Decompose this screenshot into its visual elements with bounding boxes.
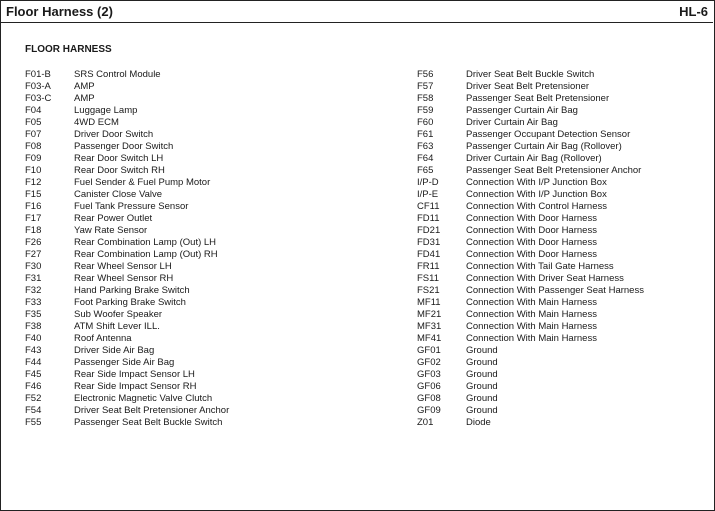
connector-description: Rear Combination Lamp (Out) LH bbox=[74, 237, 217, 248]
connector-code: F10 bbox=[25, 165, 42, 176]
connector-code: F03-C bbox=[25, 93, 52, 104]
connector-description: Connection With Main Harness bbox=[466, 321, 597, 332]
connector-description: Foot Parking Brake Switch bbox=[74, 297, 186, 308]
connector-code: GF08 bbox=[417, 393, 441, 404]
connector-description: Passenger Door Switch bbox=[74, 141, 174, 152]
connector-code: FR11 bbox=[417, 261, 440, 272]
connector-description: Rear Wheel Sensor RH bbox=[74, 273, 174, 284]
connector-description: SRS Control Module bbox=[74, 69, 161, 80]
connector-code: F09 bbox=[25, 153, 42, 164]
connector-code: FS11 bbox=[417, 273, 440, 284]
connector-description: AMP bbox=[74, 93, 95, 104]
connector-description: Connection With I/P Junction Box bbox=[466, 189, 607, 200]
connector-code: CF11 bbox=[417, 201, 440, 212]
connector-description: Ground bbox=[466, 357, 498, 368]
connector-description: Rear Door Switch RH bbox=[74, 165, 165, 176]
connector-code: FD31 bbox=[417, 237, 441, 248]
connector-description: 4WD ECM bbox=[74, 117, 119, 128]
connector-description: Ground bbox=[466, 393, 498, 404]
connector-description: Passenger Side Air Bag bbox=[74, 357, 175, 368]
connector-description: Connection With Main Harness bbox=[466, 309, 597, 320]
connector-code: F65 bbox=[417, 165, 434, 176]
connector-code: F03-A bbox=[25, 81, 51, 92]
connector-code: F07 bbox=[25, 129, 42, 140]
connector-code: MF41 bbox=[417, 333, 442, 344]
connector-code: MF11 bbox=[417, 297, 441, 308]
connector-code: F12 bbox=[25, 177, 42, 188]
connector-description: Electronic Magnetic Valve Clutch bbox=[74, 393, 213, 404]
connector-code: F54 bbox=[25, 405, 42, 416]
connector-description: Connection With Main Harness bbox=[466, 333, 597, 344]
connector-code: F52 bbox=[25, 393, 42, 404]
connector-description: Rear Door Switch LH bbox=[74, 153, 164, 164]
connector-description: Passenger Curtain Air Bag (Rollover) bbox=[466, 141, 622, 152]
connector-code: F45 bbox=[25, 369, 42, 380]
connector-code: F61 bbox=[417, 129, 434, 140]
connector-code: F33 bbox=[25, 297, 42, 308]
connector-description: Yaw Rate Sensor bbox=[74, 225, 148, 236]
connector-code: F57 bbox=[417, 81, 434, 92]
connector-code: FD41 bbox=[417, 249, 441, 260]
connector-description: ATM Shift Lever ILL. bbox=[74, 321, 160, 332]
connector-description: Ground bbox=[466, 381, 498, 392]
connector-code: F59 bbox=[417, 105, 434, 116]
connector-description: Driver Side Air Bag bbox=[74, 345, 155, 356]
connector-code: Z01 bbox=[417, 417, 434, 428]
connector-description: Luggage Lamp bbox=[74, 105, 138, 116]
connector-description: Driver Curtain Air Bag bbox=[466, 117, 558, 128]
connector-code: MF31 bbox=[417, 321, 442, 332]
connector-description: Connection With Door Harness bbox=[466, 237, 597, 248]
connector-code: F46 bbox=[25, 381, 42, 392]
connector-code: GF09 bbox=[417, 405, 441, 416]
connector-code: F31 bbox=[25, 273, 42, 284]
connector-code: F64 bbox=[417, 153, 434, 164]
connector-description: Rear Side Impact Sensor RH bbox=[74, 381, 197, 392]
connector-description: Canister Close Valve bbox=[74, 189, 163, 200]
section-title: FLOOR HARNESS bbox=[25, 44, 112, 55]
connector-description: Passenger Seat Belt Pretensioner Anchor bbox=[466, 165, 642, 176]
connector-code: GF06 bbox=[417, 381, 441, 392]
connector-description: Driver Seat Belt Buckle Switch bbox=[466, 69, 595, 80]
connector-code: FD11 bbox=[417, 213, 440, 224]
connector-description: Rear Wheel Sensor LH bbox=[74, 261, 172, 272]
connector-description: Driver Door Switch bbox=[74, 129, 154, 140]
connector-description: Ground bbox=[466, 345, 498, 356]
connector-code: F26 bbox=[25, 237, 42, 248]
connector-code: F63 bbox=[417, 141, 434, 152]
connector-description: Ground bbox=[466, 369, 498, 380]
connector-code: F35 bbox=[25, 309, 42, 320]
connector-description: Connection With Passenger Seat Harness bbox=[466, 285, 644, 296]
connector-description: Rear Side Impact Sensor LH bbox=[74, 369, 195, 380]
connector-description: Passenger Seat Belt Pretensioner bbox=[466, 93, 610, 104]
connector-code: F01-B bbox=[25, 69, 51, 80]
connector-description: Driver Seat Belt Pretensioner Anchor bbox=[74, 405, 230, 416]
connector-description: Passenger Curtain Air Bag bbox=[466, 105, 578, 116]
connector-description: Fuel Sender & Fuel Pump Motor bbox=[74, 177, 211, 188]
connector-description: Connection With Driver Seat Harness bbox=[466, 273, 624, 284]
connector-code: F40 bbox=[25, 333, 42, 344]
connector-description: Connection With Door Harness bbox=[466, 225, 597, 236]
header-divider bbox=[0, 22, 713, 23]
connector-code: F30 bbox=[25, 261, 42, 272]
connector-description: Diode bbox=[466, 417, 491, 428]
connector-code: F15 bbox=[25, 189, 42, 200]
connector-code: F44 bbox=[25, 357, 42, 368]
connector-code: F55 bbox=[25, 417, 42, 428]
connector-code: F17 bbox=[25, 213, 42, 224]
connector-description: Ground bbox=[466, 405, 498, 416]
connector-description: Roof Antenna bbox=[74, 333, 132, 344]
connector-description: AMP bbox=[74, 81, 95, 92]
page-title: Floor Harness (2) bbox=[6, 4, 113, 19]
connector-code: F16 bbox=[25, 201, 42, 212]
connector-description: Connection With Tail Gate Harness bbox=[466, 261, 614, 272]
connector-description: Connection With Door Harness bbox=[466, 249, 597, 260]
connector-description: Rear Combination Lamp (Out) RH bbox=[74, 249, 218, 260]
connector-code: FS21 bbox=[417, 285, 440, 296]
connector-description: Passenger Seat Belt Buckle Switch bbox=[74, 417, 223, 428]
connector-description: Connection With Door Harness bbox=[466, 213, 597, 224]
connector-code: GF02 bbox=[417, 357, 441, 368]
connector-description: Driver Curtain Air Bag (Rollover) bbox=[466, 153, 602, 164]
connector-description: Connection With Main Harness bbox=[466, 297, 597, 308]
connector-description: Driver Seat Belt Pretensioner bbox=[466, 81, 590, 92]
connector-code: F05 bbox=[25, 117, 42, 128]
connector-description: Connection With Control Harness bbox=[466, 201, 607, 212]
connector-code: F58 bbox=[417, 93, 434, 104]
connector-code: F32 bbox=[25, 285, 42, 296]
connector-code: F43 bbox=[25, 345, 42, 356]
connector-description: Passenger Occupant Detection Sensor bbox=[466, 129, 631, 140]
connector-description: Connection With I/P Junction Box bbox=[466, 177, 607, 188]
connector-description: Fuel Tank Pressure Sensor bbox=[74, 201, 189, 212]
connector-code: F18 bbox=[25, 225, 42, 236]
connector-code: GF03 bbox=[417, 369, 441, 380]
connector-description: Sub Woofer Speaker bbox=[74, 309, 163, 320]
connector-code: F27 bbox=[25, 249, 42, 260]
connector-description: Rear Power Outlet bbox=[74, 213, 153, 224]
connector-code: F56 bbox=[417, 69, 434, 80]
connector-code: MF21 bbox=[417, 309, 442, 320]
connector-code: F04 bbox=[25, 105, 42, 116]
connector-code: I/P-D bbox=[417, 177, 439, 188]
page-number: HL-6 bbox=[679, 4, 708, 19]
connector-code: GF01 bbox=[417, 345, 441, 356]
connector-code: F60 bbox=[417, 117, 434, 128]
connector-code: F38 bbox=[25, 321, 42, 332]
connector-code: I/P-E bbox=[417, 189, 439, 200]
connector-code: FD21 bbox=[417, 225, 441, 236]
connector-description: Hand Parking Brake Switch bbox=[74, 285, 190, 296]
connector-code: F08 bbox=[25, 141, 42, 152]
